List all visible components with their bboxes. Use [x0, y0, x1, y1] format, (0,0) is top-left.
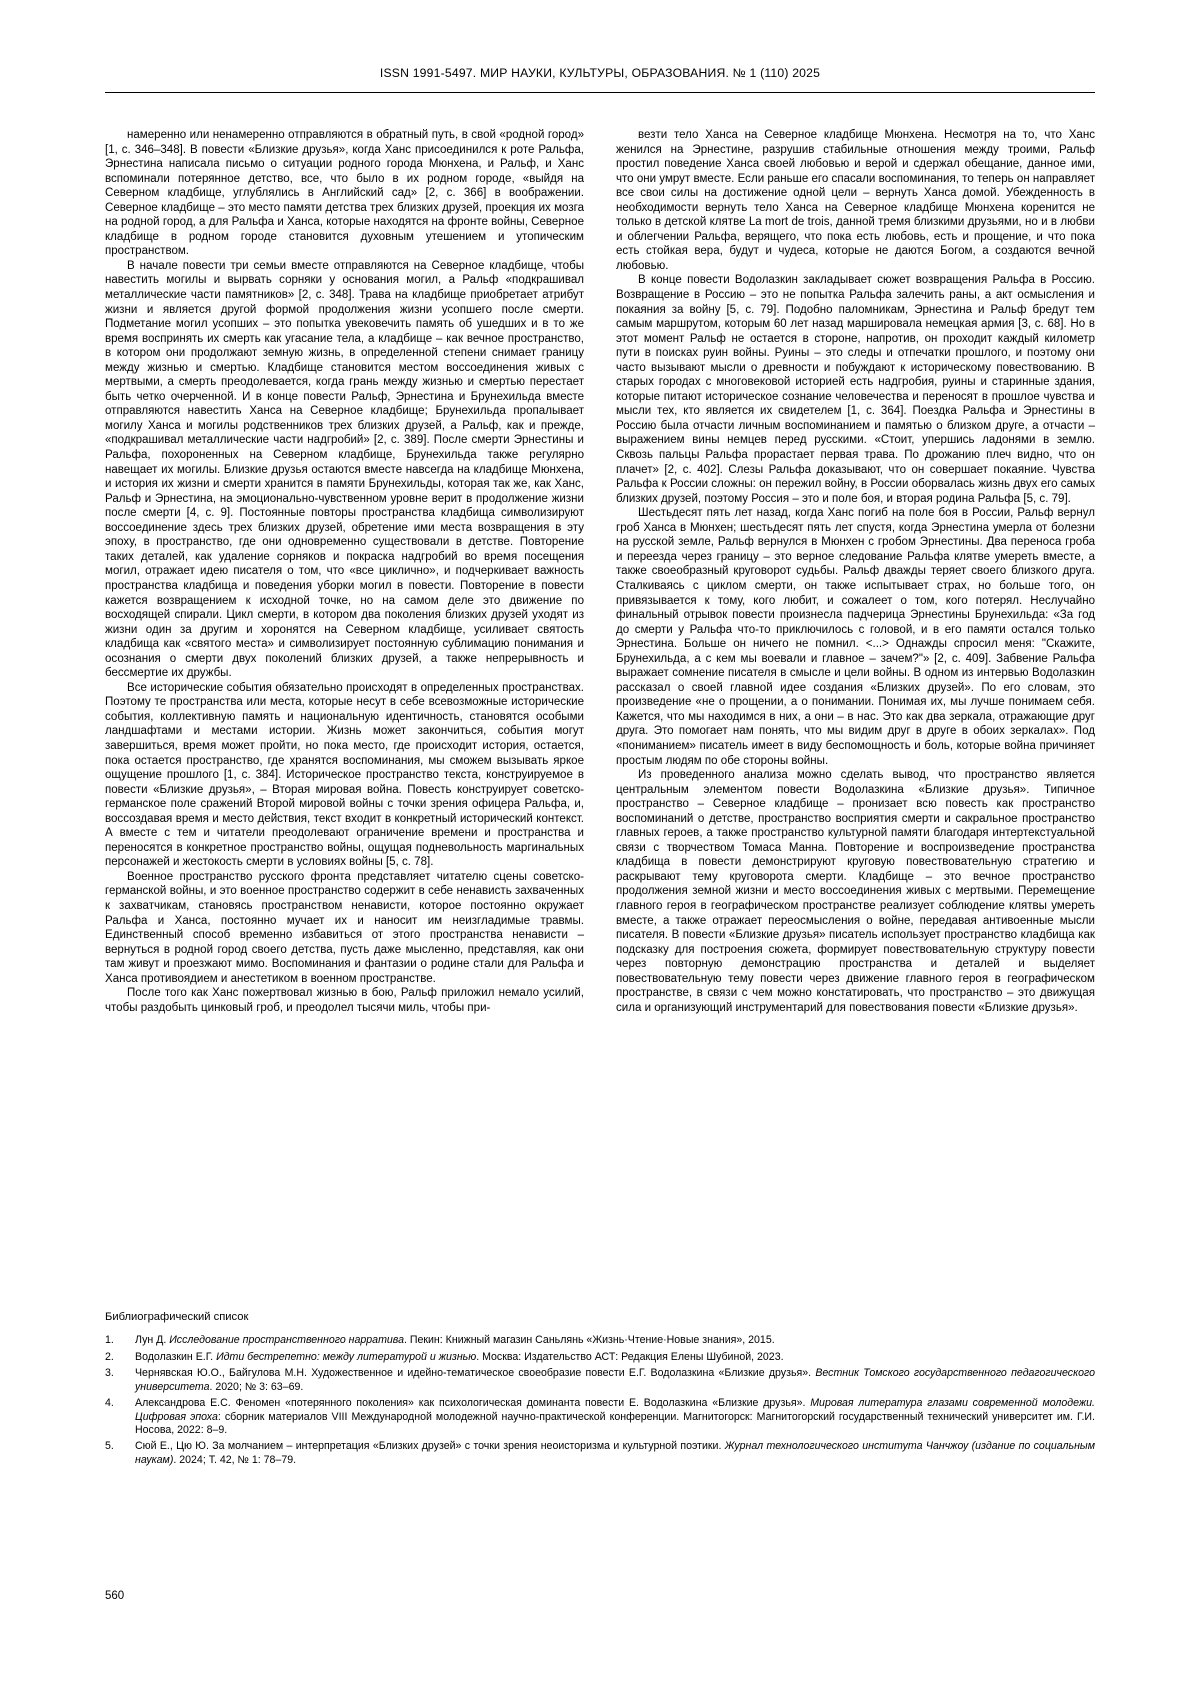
bibliography-item-text: Чернявская Ю.О., Байгулова М.Н. Художественное и идейно-тематическое своеобразие повести Е.Г. Водолазкина «Близкие друзья». — [135, 1367, 816, 1380]
bibliography-item-source: Исследование пространственного нарратива — [169, 1334, 404, 1346]
left-column — [105, 128, 584, 1015]
paragraph: Все исторические события обязательно происходят в определенных пространствах. Поэтому те пространства или места, которые несут в себе всевозможные исторические события, коллективную память и национальную идентичность, становятся особыми ландшафтами и местами истории. Жизнь может закончиться, события могут завершиться, время может пройти, но пока место, где происходит история, остается, пока остается пространство, где хранятся воспоминания, мы сможем вызывать яркое ощущение прошлого [1, с. 384]. Историческое пространство текста, конструируемое в повести «Близкие друзья», – Вторая мировая война. Повесть конструирует советско-германское поле сражений Второй мировой войны с точки зрения офицера Ральфа, и, воссоздавая время и место действия, текст входит в конкретный исторический контекст. А вместе с тем и читатели преодолевают ограничение времени и пространства и переносятся в конкретное пространство войны, ощущая подневольность маргинальных персонажей и жестокость смерти в условиях войны [5, с. 78]. — [105, 681, 584, 869]
bibliography-item-number: 5. — [105, 1440, 114, 1453]
bibliography-item-text: Александрова Е.С. Феномен «потерянного поколения» как психологическая доминанта повести Е. Водолазкина «Близкие друзья». — [135, 1397, 811, 1410]
bibliography-item-text: . 2020; № 3: 63–69. — [209, 1380, 304, 1393]
paragraph: Военное пространство русского фронта представляет читателю сцены советско-германской войны, и это военное пространство содержит в себе ненависть захваченных к захватчикам, становясь пространством ненависти, которое постоянно окружает Ральфа и Ханса, постоянно мучает их и наносит им неизгладимые травмы. Единственный способ временно избавиться от этого пространства ненависти – вернуться в родной город своего детства, пусть даже мысленно, представляя, как они там живут и проезжают мимо. Воспоминания и фантазии о родине стали для Ральфа и Ханса противоядием и анестетиком в военном пространстве. — [105, 870, 584, 985]
bibliography-item-source: Мировая литература глазами современной молодежи. Цифровая эпоха — [135, 1397, 1095, 1423]
bibliography-item-source: Идти бестрепетно: между литературой и жизнью — [216, 1350, 477, 1363]
bibliography-item-text: . 2024; Т. 42, № 1: 78–79. — [173, 1453, 297, 1466]
running-head: ISSN 1991-5497. МИР НАУКИ, КУЛЬТУРЫ, ОБРАЗОВАНИЯ. № 1 (110) 2025 — [379, 66, 821, 80]
bibliography-item — [105, 1397, 1095, 1437]
bibliography-item — [105, 1351, 1095, 1364]
bibliography-item — [105, 1440, 1095, 1466]
page-number: 560 — [105, 1590, 125, 1602]
header-divider — [105, 92, 1095, 93]
bibliography-item-source: Журнал технологического института Чанчжоу (издание по социальным наукам) — [135, 1440, 1095, 1466]
paragraph: Шестьдесят пять лет назад, когда Ханс погиб на поле боя в России, Ральф вернул гроб Ханса в Мюнхен; шестьдесят пять лет спустя, когда Эрнестина умерла от болезни на русской земле, Ральф вернулся в Мюнхен с гробом Эрнестины. Два переноса гроба и переезда через границу – это верное следование Ральфа клятве умереть вместе, а также своеобразный круговорот судьбы. Ральф дважды теряет своего близкого друга. Сталкиваясь с циклом смерти, он также испытывает страх, но больше того, он привязывается к тому, кого любит, и сожалеет о том, кого потерял. Неслучайно финальный отрывок повести произнесла падчерица Эрнестины Брунехильда: «За год до смерти у Ральфа что-то приключилось с головой, и в его памяти остался только Эрнестина. Больше он ничего не помнил. <...> Однажды спросил меня: "Скажите, Брунехильда, а с кем мы воевали и главное – зачем?"» [2, с. 409]. Забвение Ральфа выражает сомнение писателя в смысле и цели войны. В одном из интервью Водолазкин рассказал о своей главной идее создания «Близких друзей». По его словам, это произведение «не о прощении, а о понимании. Понимая их, мы лучше понимаем себя. Кажется, что мы находимся в них, а они – в нас. Это как два зеркала, отражающие друг друга. Это помогает нам понять, что мы видим друг в друге в обоих зеркалах». Под «пониманием» писатель имеет в виду беспомощность и боль, которые война причиняет простым людям по обе стороны войны. — [616, 507, 1095, 767]
paragraph: Из проведенного анализа можно сделать вывод, что пространство является центральным элементом повести Водолазкина «Близкие друзья». Типичное пространство – Северное кладбище – пронизает всю повесть как пространство воспоминаний о детстве, пространство восприятия смерти и сакральное пространство главных героев, а также пространство культурной памяти благодаря интертекстуальной связи с творчеством Томаса Манна. Повторение и воспроизведение пространства кладбища в повести демонстрируют круговую повествовательную стратегию и раскрывают тему круговорота смерти. Кладбище – это вечное пространство продолжения земной жизни и место воссоединения живых с мертвыми. Перемещение главного героя в географическом пространстве реализует соблюдение клятвы умереть вместе, а также отражает переосмысления о войне, передавая антивоенные мысли писателя. В повести «Близкие друзья» писатель использует пространство кладбища как подсказку для построения сюжета, формирует повествовательную структуру повести через повторную демонстрацию пространства и деталей и выделяет повествовательную тему повести через движение главного героя в географическом пространстве, в связи с чем можно констатировать, что пространство – это движущая сила и организующий инструментарий для повествования повести «Близкие друзья». — [616, 769, 1095, 1014]
bibliography-title: Библиографический список — [105, 1311, 249, 1323]
paragraph: везти тело Ханса на Северное кладбище Мюнхена. Несмотря на то, что Ханс женился на Эрнестине, разрушив стабильные отношения между троими, Ральф простил поведение Ханса своей любовью и верой и сдержал обещание, данное ими, что они умрут вместе. Если раньше его спасали воспоминания, то теперь он направляет все свои силы на достижение одной цели – вернуть Ханса домой. Убежденность в необходимости вернуть тело Ханса на Северное кладбище Мюнхена коренится не только в детской клятве La mort de trois, данной тремя близкими друзьями, но и в любви и облегчении Ральфа, верящего, что пока есть любовь, есть и прощение, и что пока есть стойкая вера, будут и чудеса, которые не даются Богом, а создаются вечной любовью. — [616, 129, 1095, 272]
bibliography-item-text: Лун Д. — [135, 1334, 170, 1346]
paragraph: В конце повести Водолазкин закладывает сюжет возвращения Ральфа в Россию. Возвращение в Россию – это не попытка Ральфа залечить раны, а акт осмысления и покаяния за войну [5, с. 79]. Подобно паломникам, Эрнестина и Ральф бредут тем самым маршрутом, которым 60 лет назад маршировала немецкая армия [3, с. 68]. Но в этот момент Ральф не остается в стороне, напротив, он проходит каждый километр пути в поисках руин войны. Руины – это следы и отпечатки прошлого, и поэтому они часто вызывают мысли о древности и побуждают к историческому повествованию. В старых городах с многовековой историей есть надгробия, руины и старинные здания, которые питают историческое сознание человечества и переносят в прошлое чувства и мысли тех, кто является их свидетелем [1, с. 364]. Поездка Ральфа и Эрнестины в Россию была отчасти личным воспоминанием и памятью о близком друге, а отчасти – выражением вины немцев перед русскими. «Стоит, упершись ладонями в землю. Сквозь пальцы Ральфа прорастает первая трава. По дрожанию плеч видно, что он плачет» [2, с. 402]. Слезы Ральфа доказывают, что он совершает покаяние. Чувства Ральфа к России сложны: он пережил войну, в России оборвалась жизнь двух его самых близких друзей, поэтому Россия – это и поле боя, и вторая родина Ральфа [5, с. 79]. — [616, 274, 1095, 505]
bibliography-item-text: Сюй Е., Цю Ю. За молчанием – интерпретация «Близких друзей» с точки зрения неоисторизма и культурной поэтики. — [135, 1440, 725, 1453]
bibliography-item-number: 1. — [105, 1334, 114, 1346]
bibliography-item-text: : сборник материалов VIII Международной молодежной научно-практической конференции. Магнитогорск: Магнитогорский государственный технический университет им. Г.И. Носова, 2022: 8–9. — [135, 1410, 1095, 1436]
bibliography-item — [105, 1367, 1095, 1393]
paragraph: В начале повести три семьи вместе отправляются на Северное кладбище, чтобы навестить могилы и вырвать сорняки у основания могил, а Ральф «подкрашивал металлические части памятников» [2, с. 348]. Трава на кладбище приобретает атрибут жизни и является другой формой продолжения жизни усопшего после смерти. Подметание могил усопших – это попытка увековечить память об ушедших и в то же время воспринять их смерть как угасание тела, а кладбище – как вечное пространство, в котором они продолжают земную жизнь, в определенной степени снимает границу между жизнью и смертью. Кладбище становится местом воссоединения живых с мертвыми, а смерть преодолевается, когда грань между жизнью и смертью перестает быть четко очерченной. И в конце повести Ральф, Эрнестина и Брунехильда вместе отправляются навестить Ханса на Северное кладбище; Брунехильда пропалывает могилу Ханса и могилы родственников трех близких друзей, а Ральф, как и прежде, «подкрашивал металлические части надгробий» [2, с. 389]. После смерти Эрнестины и Ральфа, похороненных на Северном кладбище, Брунехильда также регулярно навещает их могилы. Близкие друзья остаются вместе навсегда на кладбище Мюнхена, и история их жизни и смерти хранится в памяти Брунехильды, которая так же, как Ханс, Ральф и Эрнестина, на эмоционально-чувственном уровне верит в продолжение жизни после смерти [4, с. 9]. Постоянные повторы пространства кладбища символизируют воссоединение здесь трех близких друзей, обретение ими места возвращения в эту эпоху, в пространство, где они одновременно существовали в детстве. Повторение таких деталей, как удаление сорняков и покраска надгробий во время посещения могил, отражает идею писателя о том, что «все циклично», и подчеркивает важность пространства кладбища и поведения уборки могил в повести. Повторение в повести кажется возвращением к исходной точке, но на самом деле это движение по восходящей спирали. Цикл смерти, в котором два поколения близких друзей уходят из жизни один за другим и хоронятся на Северном кладбище, усиливает святость кладбища как «святого места» и символизирует постоянную сублимацию понимания и осознания о смерти двух поколений близких друзей, а также непрерывность и бессмертие их дружбы. — [105, 259, 584, 680]
bibliography-item-text: Водолазкин Е.Г. — [135, 1350, 217, 1363]
bibliography-item — [105, 1334, 1095, 1347]
bibliography-item-source: Вестник Томского государственного педагогического университета — [135, 1367, 1095, 1393]
bibliography-item-number: 2. — [105, 1350, 114, 1363]
right-column — [616, 128, 1095, 1015]
bibliography-list — [105, 1334, 1095, 1467]
bibliography-item-number: 4. — [105, 1397, 114, 1410]
bibliography-item-text: . Пекин: Книжный магазин Саньлянь «Жизнь·Чтение·Новые знания», 2015. — [403, 1334, 775, 1346]
paragraph: После того как Ханс пожертвовал жизнью в бою, Ральф приложил немало усилий, чтобы раздобыть цинковый гроб, и преодолел тысячи миль, чтобы при- — [105, 987, 584, 1014]
bibliography-section — [105, 1311, 1095, 1470]
article-body — [105, 128, 1095, 1015]
paragraph: намеренно или ненамеренно отправляются в обратный путь, в свой «родной город» [1, с. 346–348]. В повести «Близкие друзья», когда Ханс присоединился к роте Ральфа, Эрнестина написала письмо о ситуации родного города Мюнхена, и Ральф, и Ханс вспоминали потерянное детство, все, что было в их родном городе, «выйдя на Северном кладбище, углублялись в Английский сад» [2, с. 366] в воображении. Северное кладбище – это место памяти детства трех близких друзей, проекция их мозга на родной город, а для Ральфа и Ханса, которые находятся на фронте войны, Северное кладбище в родном городе становится духовным утешением и утопическим пространством. — [105, 129, 584, 258]
bibliography-item-number: 3. — [105, 1367, 114, 1380]
bibliography-item-text: . Москва: Издательство АСТ: Редакция Елены Шубиной, 2023. — [476, 1350, 784, 1363]
